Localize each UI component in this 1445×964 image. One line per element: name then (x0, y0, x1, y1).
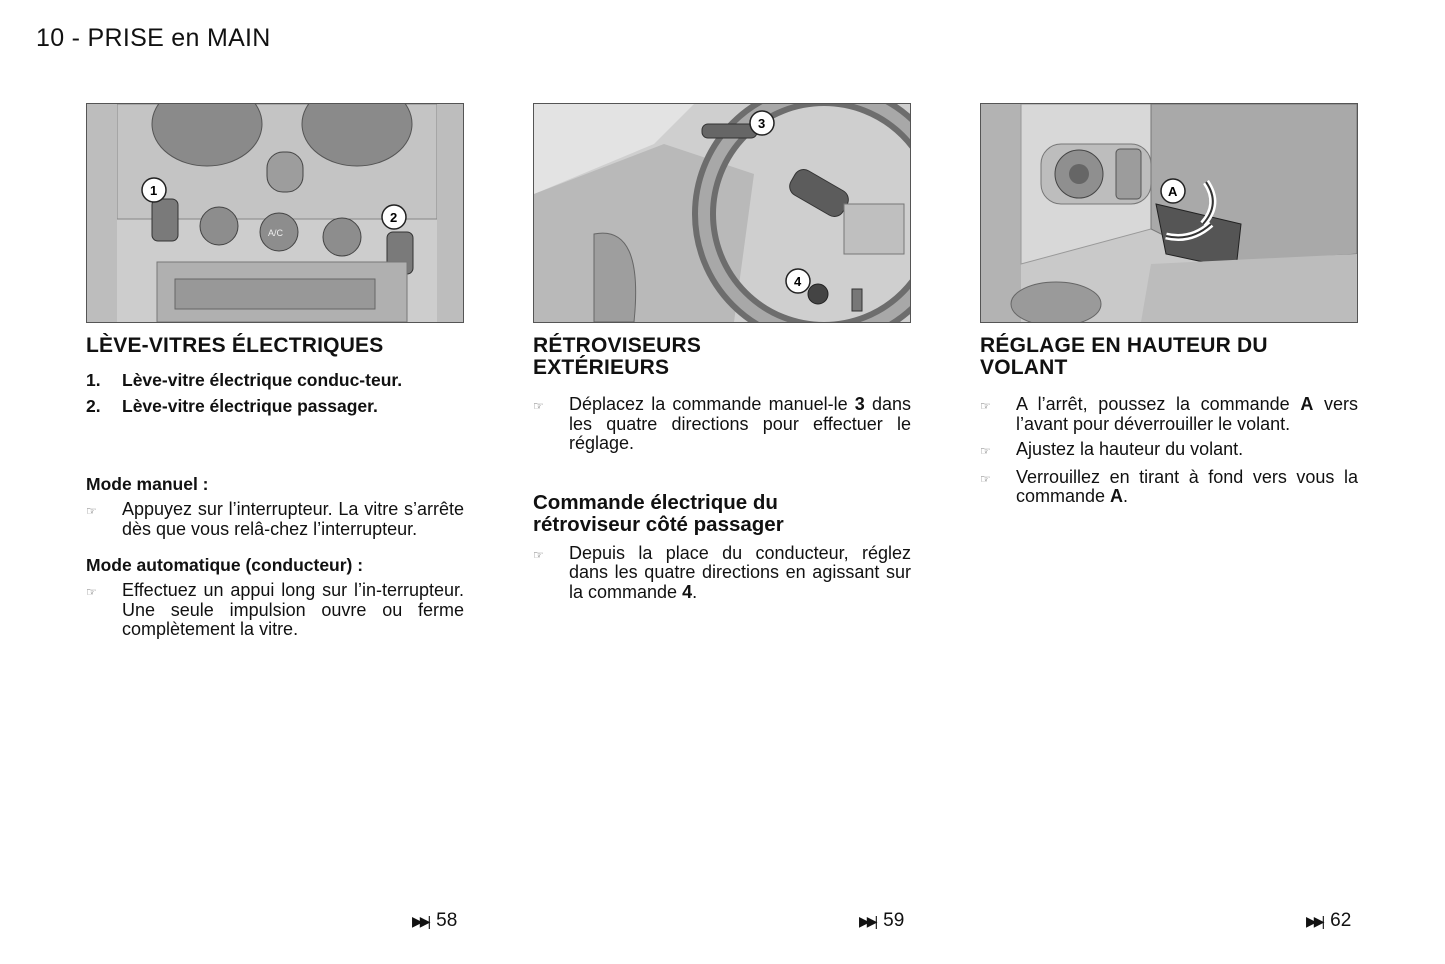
mirror-control-illustration (533, 103, 911, 323)
steering-adjust-illustration (980, 103, 1358, 323)
list-item: 2. Lève-vitre électrique passager. (86, 396, 378, 416)
hand-pointer-icon: ☞ (533, 399, 544, 413)
hand-pointer-icon: ☞ (533, 547, 544, 562)
hand-pointer-icon: ☞ (86, 504, 97, 518)
callout-3: 3 (758, 116, 766, 131)
passenger-mirror-heading: Commande électrique du rétroviseur côté passager (533, 490, 784, 536)
column-mirrors (533, 103, 911, 608)
hand-pointer-icon: ☞ (980, 471, 991, 486)
page-reference-link[interactable]: ▶▶| 59 (859, 910, 905, 931)
section-title-mirrors: RÉTROVISEURS EXTÉRIEURS (533, 334, 702, 379)
column-window-lifts (86, 103, 464, 646)
list-item: 1. Lève-vitre électrique conduc-teur. (86, 370, 403, 390)
skip-forward-icon: ▶▶| (412, 912, 429, 929)
bullet-list (533, 395, 911, 454)
callout-1: 1 (150, 183, 158, 198)
list-item: ☞ Verrouillez en tirant à fond vers vous la commande A. (980, 466, 1358, 506)
hand-pointer-icon: ☞ (980, 399, 991, 413)
column-steering-height (980, 103, 1358, 513)
page-reference-link[interactable]: ▶▶| 58 (412, 910, 458, 931)
list-item: ☞ Déplacez la commande manuel-le 3 dans les quatre directions pour effectuer le réglage. (533, 394, 911, 453)
list-item: ☞ Depuis la place du conducteur, réglez dans les quatre directions en agissant sur la commande 4. (533, 542, 911, 602)
section-title-window-lifts: LÈVE-VITRES ÉLECTRIQUES (86, 334, 384, 357)
callout-a: A (1168, 184, 1178, 199)
bullet-list (533, 544, 911, 603)
section-title-steering: RÉGLAGE EN HAUTEUR DU VOLANT (980, 334, 1268, 379)
numbered-list (86, 371, 464, 416)
callout-4: 4 (794, 274, 802, 289)
skip-forward-icon: ▶▶| (859, 912, 876, 929)
callout-2: 2 (390, 210, 398, 225)
mode-manuel-heading: Mode manuel : (86, 474, 209, 494)
page-reference-link[interactable]: ▶▶| 62 (1306, 910, 1352, 931)
hand-pointer-icon: ☞ (86, 585, 97, 599)
bullet-list (86, 500, 464, 539)
list-item: ☞ Ajustez la hauteur du volant. (980, 440, 1358, 462)
list-item: ☞ A l’arrêt, poussez la commande A vers l’avant pour déverrouiller le volant. (980, 394, 1358, 434)
ac-button-label: A/C (268, 228, 284, 238)
window-switch-illustration (86, 103, 464, 323)
bullet-list (980, 395, 1358, 507)
bullet-list (86, 581, 464, 640)
skip-forward-icon: ▶▶| (1306, 912, 1323, 929)
mode-auto-heading: Mode automatique (conducteur) : (86, 555, 364, 575)
page-title: 10 - PRISE en MAIN (36, 24, 271, 52)
list-item: ☞ Effectuez un appui long sur l’in-terrupteur. Une seule impulsion ouvre ou ferme complètement la vitre. (86, 580, 464, 639)
list-item: ☞ Appuyez sur l’interrupteur. La vitre s’arrête dès que vous relâ-chez l’interrupteur. (86, 499, 464, 539)
hand-pointer-icon: ☞ (980, 444, 991, 458)
